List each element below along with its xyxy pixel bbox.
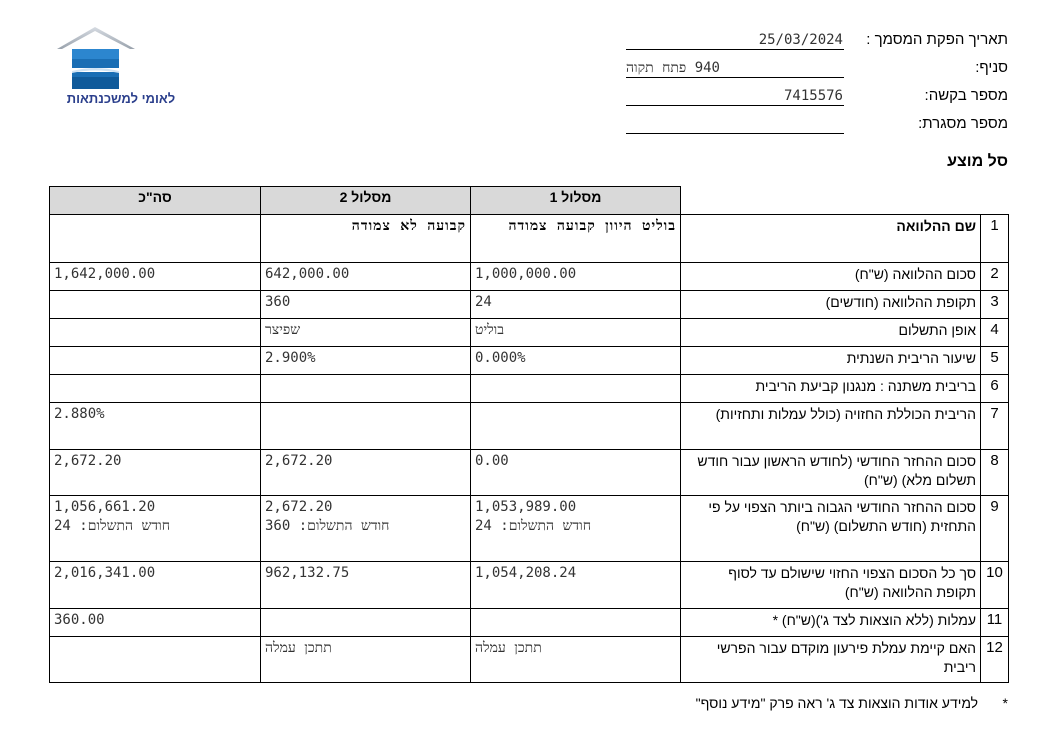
table-row bbox=[50, 450, 1009, 496]
table-row bbox=[50, 263, 1009, 291]
branch-value: 940 פתח תקוה bbox=[626, 58, 844, 78]
row-label: סכום ההחזר החודשי הגבוה ביותר הצפוי על פי התחזית (חודש התשלום) (ש"ח) bbox=[681, 496, 981, 562]
total-value bbox=[50, 637, 261, 683]
table-row bbox=[50, 319, 1009, 347]
row-label: שיעור הריבית השנתית bbox=[681, 347, 981, 375]
row-label: עמלות (ללא הוצאות לצד ג')(ש"ח) * bbox=[681, 609, 981, 637]
track-1-value: 24 bbox=[471, 291, 681, 319]
total-value bbox=[50, 375, 261, 403]
track-1-amount: 1,053,989.00 bbox=[475, 499, 577, 515]
row-number: 9 bbox=[981, 496, 1009, 562]
track-2-value bbox=[261, 496, 471, 562]
row-number: 12 bbox=[981, 637, 1009, 683]
total-value bbox=[50, 496, 261, 562]
row-number: 3 bbox=[981, 291, 1009, 319]
total-value: 2,016,341.00 bbox=[50, 562, 261, 609]
document-meta bbox=[626, 28, 1008, 138]
footnote bbox=[696, 695, 1008, 711]
table-row bbox=[50, 609, 1009, 637]
row-number: 10 bbox=[981, 562, 1009, 609]
branch-label: סניף: bbox=[975, 59, 1008, 76]
row-number: 8 bbox=[981, 450, 1009, 496]
track-2-value: 642,000.00 bbox=[261, 263, 471, 291]
frame-number-value bbox=[626, 114, 844, 134]
frame-number-label: מספר מסגרת: bbox=[918, 115, 1008, 132]
total-amount: 1,056,661.20 bbox=[54, 499, 156, 515]
track-1-value: תתכן עמלה bbox=[471, 637, 681, 683]
track-2-value: שפיצר bbox=[261, 319, 471, 347]
total-value bbox=[50, 319, 261, 347]
row-label: הריבית הכוללת החזויה (כולל עמלות ותחזיות) bbox=[681, 403, 981, 450]
footnote-text: למידע אודות הוצאות צד ג' ראה פרק "מידע נוסף" bbox=[695, 695, 979, 711]
row-number: 1 bbox=[981, 215, 1009, 263]
section-title: סל מוצע bbox=[947, 153, 1008, 170]
issue-date-value: 25/03/2024 bbox=[626, 30, 844, 50]
header-track-2: מסלול 2 bbox=[261, 187, 471, 215]
table-row bbox=[50, 496, 1009, 562]
table-row bbox=[50, 562, 1009, 609]
row-number: 7 bbox=[981, 403, 1009, 450]
track-1-value bbox=[471, 609, 681, 637]
offered-basket-table bbox=[49, 186, 1009, 683]
row-label: תקופת ההלוואה (חודשים) bbox=[681, 291, 981, 319]
track-2-value bbox=[261, 403, 471, 450]
row-label: סכום ההלוואה (ש"ח) bbox=[681, 263, 981, 291]
total-value: 360.00 bbox=[50, 609, 261, 637]
row-number: 6 bbox=[981, 375, 1009, 403]
track-1-value: 0.00 bbox=[471, 450, 681, 496]
row-label: שם ההלוואה bbox=[681, 215, 981, 263]
row-label: האם קיימת עמלת פירעון מוקדם עבור הפרשי ריבית bbox=[681, 637, 981, 683]
track-2-value: 2.900% bbox=[261, 347, 471, 375]
table-row bbox=[50, 403, 1009, 450]
row-label: אופן התשלום bbox=[681, 319, 981, 347]
request-number-label: מספר בקשה: bbox=[924, 87, 1008, 104]
row-label: סכום ההחזר החודשי (לחודש הראשון עבור חודש תשלום מלא) (ש"ח) bbox=[681, 450, 981, 496]
table-row bbox=[50, 347, 1009, 375]
request-number-value: 7415576 bbox=[626, 86, 844, 106]
track-2-value bbox=[261, 375, 471, 403]
track-1-value: בוליט bbox=[471, 319, 681, 347]
track-1-value bbox=[471, 403, 681, 450]
issue-date-label: תאריך הפקת המסמך : bbox=[866, 31, 1008, 48]
table-row bbox=[50, 291, 1009, 319]
track-2-value bbox=[261, 609, 471, 637]
table-header-row bbox=[50, 187, 1009, 215]
track-1-value bbox=[471, 496, 681, 562]
header-blank bbox=[681, 187, 1009, 215]
footnote-star: * bbox=[1002, 695, 1008, 711]
total-value bbox=[50, 215, 261, 263]
row-number: 5 bbox=[981, 347, 1009, 375]
row-label: בריבית משתנה : מנגנון קביעת הריבית bbox=[681, 375, 981, 403]
track-1-value: 0.000% bbox=[471, 347, 681, 375]
track-2-value: 962,132.75 bbox=[261, 562, 471, 609]
track-2-amount: 2,672.20 bbox=[265, 499, 333, 515]
table-row bbox=[50, 375, 1009, 403]
row-number: 2 bbox=[981, 263, 1009, 291]
total-payment-month: חודש התשלום: 24 bbox=[54, 518, 171, 534]
track-1-value: 1,000,000.00 bbox=[471, 263, 681, 291]
total-value: 2.880% bbox=[50, 403, 261, 450]
total-value bbox=[50, 291, 261, 319]
table-row bbox=[50, 637, 1009, 683]
row-number: 11 bbox=[981, 609, 1009, 637]
logo-caption: לאומי למשכנתאות bbox=[66, 91, 176, 106]
track-1-payment-month: חודש התשלום: 24 bbox=[475, 518, 592, 534]
track-2-payment-month: חודש התשלום: 360 bbox=[265, 518, 390, 534]
total-value: 2,672.20 bbox=[50, 450, 261, 496]
track-1-value: בוליט היוון קבועה צמודה bbox=[471, 215, 681, 263]
track-2-value: קבועה לא צמודה bbox=[261, 215, 471, 263]
track-1-value: 1,054,208.24 bbox=[471, 562, 681, 609]
header-track-1: מסלול 1 bbox=[471, 187, 681, 215]
track-2-value: תתכן עמלה bbox=[261, 637, 471, 683]
row-label: סך כל הסכום הצפוי החזוי שישולם עד לסוף תקופת ההלוואה (ש"ח) bbox=[681, 562, 981, 609]
track-1-value bbox=[471, 375, 681, 403]
header-total: סה"כ bbox=[50, 187, 261, 215]
table-row bbox=[50, 215, 1009, 263]
track-2-value: 2,672.20 bbox=[261, 450, 471, 496]
track-2-value: 360 bbox=[261, 291, 471, 319]
total-value bbox=[50, 347, 261, 375]
total-value: 1,642,000.00 bbox=[50, 263, 261, 291]
row-number: 4 bbox=[981, 319, 1009, 347]
